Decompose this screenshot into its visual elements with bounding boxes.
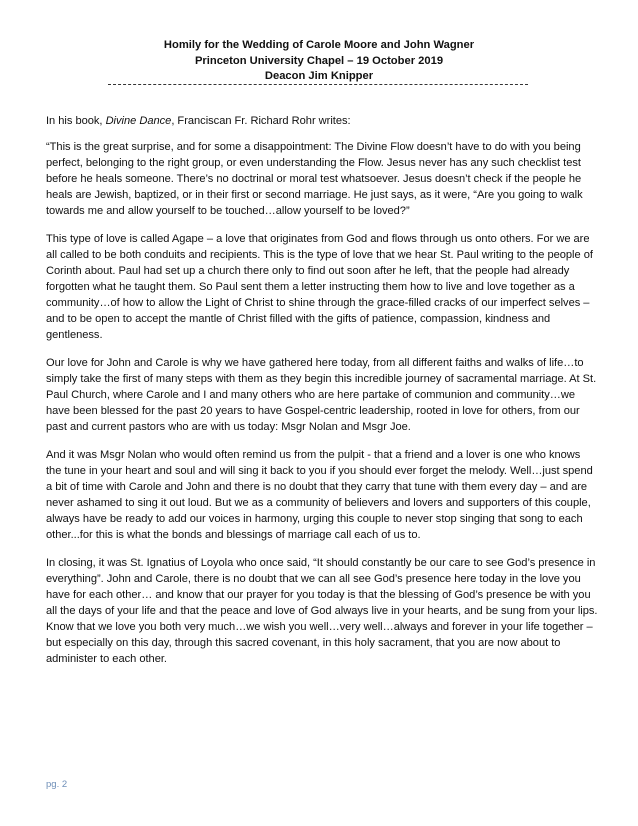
- gathering-paragraph: Our love for John and Carole is why we have gathered here today, from all different faiths and walks of life…to simply take the first of many steps with them as they begin this incredible journey of sacramental marriage. At St. Paul Church, where Carole and I and many others who are here partake of communion and community…we have been blessed for the past 20 years to have Gospel-centric leadership, rooted in love for others, from our past and current pastors who are with us today: Msgr Nolan and Msgr Joe.: [46, 357, 597, 433]
- rohr-quote-paragraph: “This is the great surprise, and for some a disappointment: The Divine Flow doesn’t have to do with you being perfect, belonging to the right group, or even understanding the Flow. Jesus never has any such checklist test before he heals someone. There’s no doctrinal or moral test whatsoever. Jesus doesn’t check if the people he heals are Jewish, baptized, or in their first or second marriage. He just says, as it were, “Are you going to walk towards me and allow yourself to be touched…allow yourself to be loved?”: [46, 141, 583, 217]
- melody-paragraph: And it was Msgr Nolan who would often remind us from the pulpit - that a friend and a lover is one who knows the tune in your heart and soul and will sing it back to you if you should ever forget the melody. Well…just spend a bit of time with Carole and John and there is no doubt that they carry that tune with them every day – and are never ashamed to sing it out loud. But we as a community of believers and lovers and supporters of this couple, always have be ready to add our voices in harmony, urging this couple to never stop singing that song to each other...for this is what the bonds and blessings of marriage call each of us to.: [46, 449, 593, 541]
- intro-suffix: , Franciscan Fr. Richard Rohr writes:: [171, 115, 351, 127]
- author-name: Deacon Jim Knipper: [264, 70, 374, 82]
- homily-body: [46, 113, 598, 679]
- page-number: pg. 2: [46, 779, 68, 790]
- intro-paragraph: [46, 113, 598, 129]
- dashed-divider: [108, 84, 528, 85]
- homily-title: Homily for the Wedding of Carole Moore and John Wagner: [163, 39, 475, 51]
- agape-paragraph: This type of love is called Agape – a love that originates from God and flows through us onto others. For we are all called to be both conduits and recipients. This is the type of love that we hear St. Paul writing to the people of Corinth about. Paul had set up a church there only to find out soon after he left, that the people had already forgotten what he taught them. So Paul sent them a letter instructing them how to live and love together as a community…of how to allow the Light of Christ to shine through the grace-filled cracks of our imperfect selves – and to be open to accept the mantle of Christ filled with the gifts of patience, compassion, kindness and gentleness.: [46, 233, 593, 341]
- venue-date: Princeton University Chapel – 19 October 2019: [194, 54, 444, 67]
- closing-paragraph: In closing, it was St. Ignatius of Loyola who once said, “It should constantly be our care to see God’s presence in everything”. John and Carole, there is no doubt that we can all see God’s presence here today in the love you have for each other… and know that our prayer for you today is that the blessing of God’s presence be with you all the days of your life and that the peace and love of God always live in your hearts, and be sung from your lips. Know that we love you both very much…we wish you well…very well…always and forever in your life together – but especially on this day, through this sacred covenant, in this holy sacrament, that you are now about to administer to each other.: [46, 557, 598, 665]
- document-header: [0, 38, 638, 85]
- intro-prefix: In his book,: [46, 115, 106, 127]
- book-title: Divine Dance: [105, 115, 172, 127]
